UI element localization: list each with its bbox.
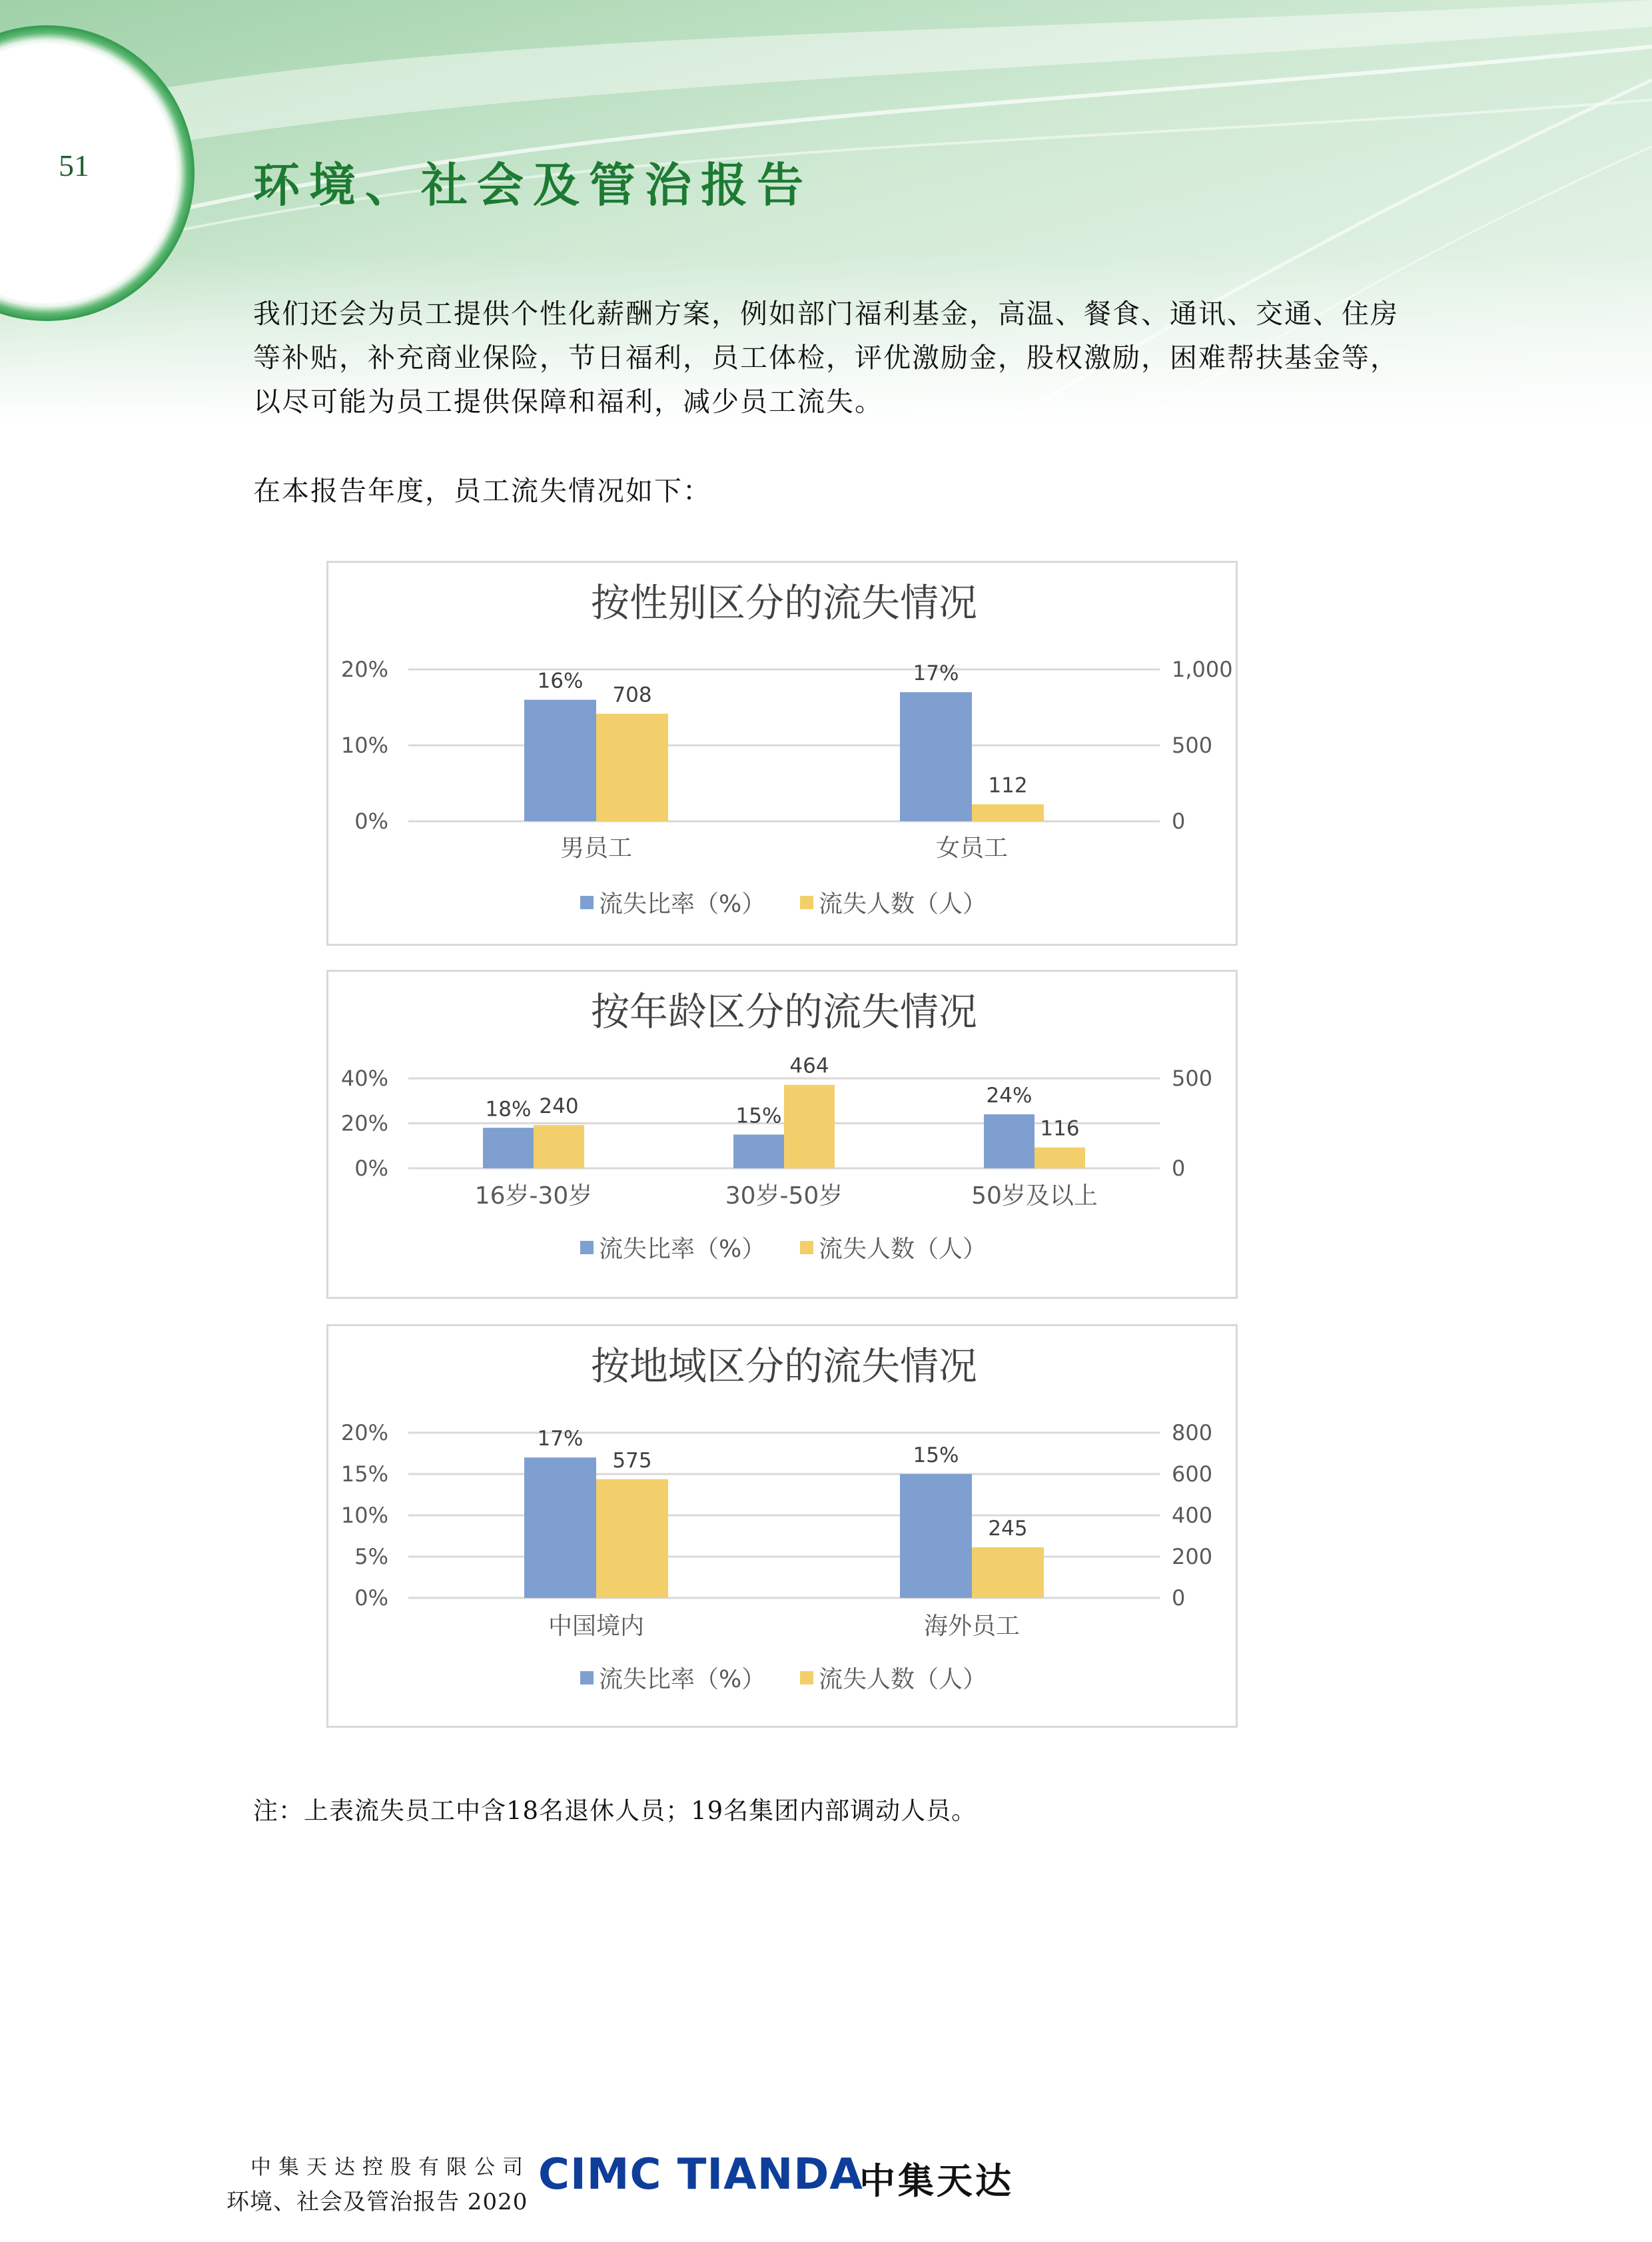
chart-age	[326, 970, 1238, 1299]
category-label: 30岁-50岁	[725, 1182, 843, 1210]
y-left-tick-label: 10%	[340, 1503, 388, 1528]
data-label-count: 464	[789, 1054, 829, 1078]
footer-company-name: 中集天达控股有限公司	[250, 2155, 530, 2179]
y-right-tick-label: 0	[1172, 809, 1186, 834]
bar-rate	[524, 1457, 596, 1598]
chart-age-svg	[328, 972, 1240, 1301]
footnote: 注：上表流失员工中含18名退休人员；19名集团内部调动人员。	[253, 1796, 977, 1825]
legend-swatch-rate	[580, 1241, 594, 1254]
bar-count	[784, 1085, 835, 1168]
cimc-tianda-logo: CIMC TIANDA	[538, 2150, 863, 2199]
data-label-count: 245	[988, 1517, 1028, 1541]
category-label: 女员工	[935, 835, 1009, 862]
bar-rate	[900, 692, 972, 821]
bar-count	[972, 1547, 1044, 1598]
data-label-rate: 15%	[913, 1443, 959, 1467]
y-right-tick-label: 200	[1172, 1544, 1213, 1569]
legend-swatch-rate	[580, 1671, 594, 1684]
bar-count	[596, 714, 668, 821]
chart-gender	[326, 561, 1238, 946]
page-number: 51	[59, 149, 89, 183]
bar-count	[534, 1125, 584, 1168]
legend-label-rate: 流失比率（%）	[599, 1666, 766, 1693]
data-label-count: 112	[988, 773, 1028, 798]
chart-region	[326, 1324, 1238, 1728]
y-left-tick-label: 0%	[354, 1156, 388, 1181]
category-label: 16岁-30岁	[474, 1182, 593, 1210]
bar-rate	[984, 1114, 1034, 1168]
brand-chinese-name: 中集天达	[859, 2160, 1014, 2202]
chart-title: 按年龄区分的流失情况	[590, 989, 978, 1034]
data-label-rate: 17%	[537, 1427, 584, 1451]
data-label-count: 240	[539, 1094, 579, 1119]
data-label-rate: 24%	[986, 1084, 1032, 1108]
data-label-count: 708	[612, 683, 652, 707]
legend-label-rate: 流失比率（%）	[599, 1236, 766, 1263]
y-right-tick-label: 800	[1172, 1420, 1213, 1445]
data-label-rate: 16%	[537, 669, 584, 693]
category-label: 50岁及以上	[971, 1182, 1098, 1210]
data-label-count: 575	[612, 1448, 652, 1473]
chart-title: 按地域区分的流失情况	[590, 1343, 978, 1389]
bar-rate	[483, 1128, 534, 1168]
data-label-rate: 15%	[735, 1104, 782, 1128]
y-left-tick-label: 0%	[354, 1585, 388, 1611]
y-left-tick-label: 15%	[340, 1461, 388, 1487]
y-right-tick-label: 400	[1172, 1503, 1213, 1528]
y-right-tick-label: 600	[1172, 1461, 1213, 1487]
y-right-tick-label: 1,000	[1172, 657, 1233, 682]
data-label-rate: 17%	[913, 661, 959, 686]
lead-sentence: 在本报告年度，员工流失情况如下：	[253, 475, 711, 507]
category-label: 男员工	[560, 835, 633, 862]
y-right-tick-label: 500	[1172, 733, 1213, 758]
y-left-tick-label: 40%	[340, 1066, 388, 1091]
data-label-rate: 18%	[485, 1097, 532, 1122]
legend-swatch-count	[800, 1241, 813, 1254]
y-left-tick-label: 20%	[340, 657, 388, 682]
chart-region-svg	[328, 1326, 1240, 1730]
footer-report-name: 环境、社会及管治报告 2020	[226, 2189, 528, 2215]
y-right-tick-label: 0	[1172, 1585, 1186, 1611]
legend-swatch-count	[800, 896, 813, 909]
category-label: 海外员工	[923, 1613, 1021, 1640]
bar-count	[1034, 1148, 1085, 1168]
data-label-count: 116	[1040, 1116, 1080, 1141]
legend-swatch-rate	[580, 896, 594, 909]
legend-label-count: 流失人数（人）	[819, 891, 987, 918]
intro-paragraph: 我们还会为员工提供个性化薪酬方案，例如部门福利基金，高温、餐食、通讯、交通、住房等补贴，补充商业保险，节日福利，员工体检，评优激励金，股权激励，困难帮扶基金等，以尽可能为员工提供保障和福利，减少员工流失。	[253, 298, 1399, 418]
chart-gender-svg	[328, 563, 1240, 948]
y-left-tick-label: 0%	[354, 809, 388, 834]
bar-rate	[900, 1474, 972, 1598]
bar-rate	[733, 1134, 784, 1168]
bar-count	[972, 804, 1044, 821]
legend-swatch-count	[800, 1671, 813, 1684]
y-right-tick-label: 0	[1172, 1156, 1186, 1181]
legend-label-count: 流失人数（人）	[819, 1236, 987, 1263]
category-label: 中国境内	[548, 1613, 645, 1640]
chart-title: 按性别区分的流失情况	[590, 580, 978, 625]
y-left-tick-label: 5%	[354, 1544, 388, 1569]
y-left-tick-label: 20%	[340, 1110, 388, 1136]
legend-label-count: 流失人数（人）	[819, 1666, 987, 1693]
y-left-tick-label: 10%	[340, 733, 388, 758]
legend-label-rate: 流失比率（%）	[599, 891, 766, 918]
bar-count	[596, 1479, 668, 1598]
y-left-tick-label: 20%	[340, 1420, 388, 1445]
y-right-tick-label: 500	[1172, 1066, 1213, 1091]
page-title: 环境、社会及管治报告	[253, 158, 813, 212]
bar-rate	[524, 700, 596, 821]
